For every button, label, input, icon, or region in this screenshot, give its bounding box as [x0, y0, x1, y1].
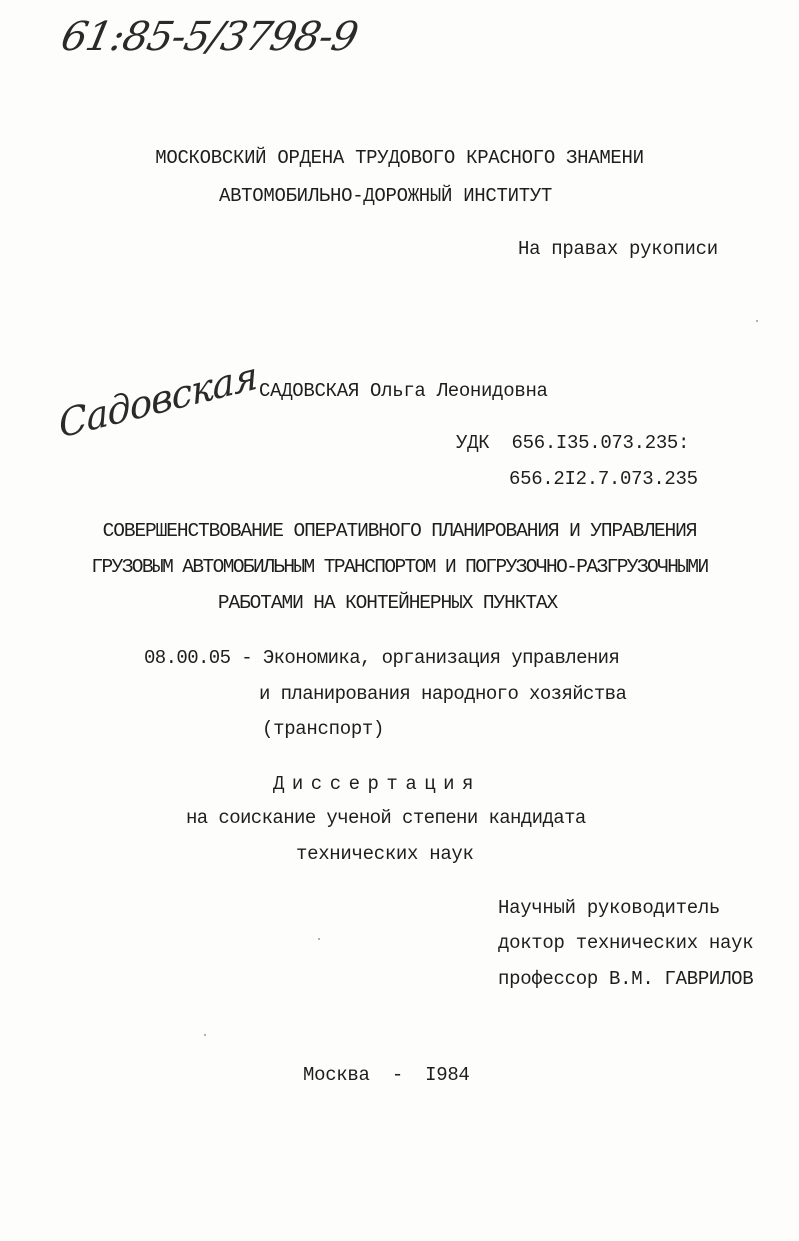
author-name: САДОВСКАЯ Ольга Леонидовна	[259, 380, 548, 402]
scan-speck	[318, 938, 320, 940]
specialty-line3: (транспорт)	[262, 718, 385, 740]
supervisor-name: профессор В.М. ГАВРИЛОВ	[498, 968, 754, 990]
institution-name-line1: МОСКОВСКИЙ ОРДЕНА ТРУДОВОГО КРАСНОГО ЗНАМЕНИ	[155, 147, 644, 169]
specialty-code-line1: 08.00.05 - Экономика, организация управления	[144, 647, 620, 669]
supervisor-role: Научный руководитель	[498, 897, 721, 919]
dissertation-title-line2: ГРУЗОВЫМ АВТОМОБИЛЬНЫМ ТРАНСПОРТОМ И ПОГРУЗОЧНО-РАЗГРУЗОЧНЫМИ	[91, 556, 708, 578]
degree-line3: технических наук	[296, 843, 474, 865]
udc-code-line1: УДК 656.I35.073.235:	[456, 432, 690, 454]
author-signature: Садовская	[56, 353, 259, 447]
document-type-heading: Диссертация	[273, 773, 481, 795]
dissertation-title-line3: РАБОТАМИ НА КОНТЕЙНЕРНЫХ ПУНКТАХ	[217, 592, 558, 614]
catalog-number-handwritten: 61:85-5/3798-9	[57, 14, 362, 60]
scan-speck	[756, 320, 758, 322]
udc-code-line2: 656.2I2.7.073.235	[509, 468, 698, 490]
supervisor-degree: доктор технических наук	[498, 932, 754, 954]
manuscript-rights-note: На правах рукописи	[518, 238, 718, 260]
city-and-year: Москва - I984	[303, 1064, 470, 1086]
degree-line2: на соискание ученой степени кандидата	[186, 807, 586, 829]
scan-speck	[204, 1034, 206, 1036]
dissertation-title-line1: СОВЕРШЕНСТВОВАНИЕ ОПЕРАТИВНОГО ПЛАНИРОВАНИЯ И УПРАВЛЕНИЯ	[102, 520, 697, 542]
specialty-line2: и планирования народного хозяйства	[259, 683, 627, 705]
institution-name-line2: АВТОМОБИЛЬНО-ДОРОЖНЫЙ ИНСТИТУТ	[218, 185, 553, 207]
